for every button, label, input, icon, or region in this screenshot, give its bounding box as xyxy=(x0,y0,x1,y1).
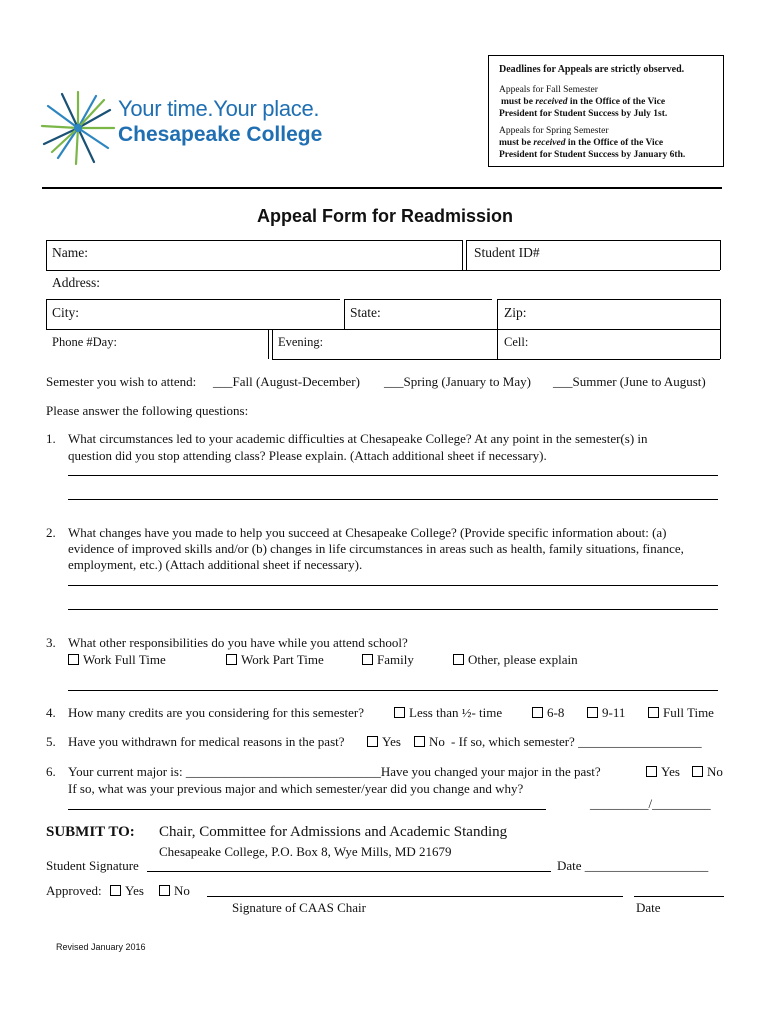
evening-label: Evening: xyxy=(278,335,324,349)
phone-day-label: Phone #Day: xyxy=(52,335,117,349)
deadline-heading: Deadlines for Appeals are strictly observed. xyxy=(499,64,685,75)
checkbox-icon[interactable] xyxy=(68,654,79,665)
grid-line xyxy=(466,240,467,270)
q4-text: How many credits are you considering for this semester? xyxy=(68,705,365,720)
spring-deadline-line1: must be received in the Office of the Vice xyxy=(499,138,664,148)
grid-line xyxy=(497,299,720,300)
fall-deadline-line2: President for Student Success by July 1st. xyxy=(499,109,668,119)
spring-deadline-label: Appeals for Spring Semester xyxy=(499,126,609,136)
fall-deadline-label: Appeals for Fall Semester xyxy=(499,85,598,95)
q3-answer-line[interactable] xyxy=(68,690,718,691)
q1-answer-line[interactable] xyxy=(68,475,718,476)
q4-opt-6-8[interactable]: 6-8 xyxy=(532,705,564,721)
city-label: City: xyxy=(52,305,80,320)
chair-signature-caption: Signature of CAAS Chair xyxy=(232,900,366,915)
spring-deadline-line2: President for Student Success by January 6th. xyxy=(499,150,686,160)
q3-line1: What other responsibilities do you have while you attend school? xyxy=(68,635,408,650)
q3-number: 3. xyxy=(46,635,56,650)
checkbox-icon[interactable] xyxy=(226,654,237,665)
q6-answer-line[interactable] xyxy=(68,809,546,810)
grid-line xyxy=(46,270,720,271)
q5-followup[interactable]: - If so, which semester? ___________________ xyxy=(451,734,702,749)
q6-line1[interactable]: Your current major is: ______________________________Have you changed your major in the past? xyxy=(68,764,601,779)
checkbox-icon[interactable] xyxy=(532,707,543,718)
q4-opt-less-than-half[interactable]: Less than ½- time xyxy=(394,705,502,721)
grid-line xyxy=(344,299,492,300)
q2-number: 2. xyxy=(46,525,56,540)
q2-line1: What changes have you made to help you succeed at Chesapeake College? (Provide specific information about: (a) xyxy=(68,525,667,540)
checkbox-icon[interactable] xyxy=(394,707,405,718)
signature-date[interactable]: Date ___________________ xyxy=(557,858,709,873)
grid-line xyxy=(720,240,721,270)
checkbox-icon[interactable] xyxy=(362,654,373,665)
submit-label: SUBMIT TO: xyxy=(46,824,135,840)
grid-line xyxy=(46,329,720,330)
q6-opt-yes[interactable]: Yes xyxy=(646,764,680,780)
q5-text: Have you withdrawn for medical reasons in the past? xyxy=(68,734,345,749)
grid-line xyxy=(466,240,720,241)
grid-line xyxy=(46,240,462,241)
grid-line xyxy=(462,240,463,270)
q3-opt-family[interactable]: Family xyxy=(362,652,414,668)
name-label: Name: xyxy=(52,245,88,260)
grid-line xyxy=(344,299,345,329)
q6-number: 6. xyxy=(46,764,56,779)
zip-label: Zip: xyxy=(504,305,527,320)
checkbox-icon[interactable] xyxy=(587,707,598,718)
q5-number: 5. xyxy=(46,734,56,749)
chair-date-line[interactable] xyxy=(634,896,724,897)
grid-line xyxy=(272,329,273,359)
grid-line xyxy=(272,359,720,360)
q2-line2: evidence of improved skills and/or (b) changes in life circumstances in areas such as health, family situations, finance, xyxy=(68,541,684,556)
q2-answer-line[interactable] xyxy=(68,585,718,586)
logo-college-name: Chesapeake College xyxy=(118,123,323,146)
cell-label: Cell: xyxy=(504,335,529,349)
form-title: Appeal Form for Readmission xyxy=(256,206,514,226)
q4-opt-full-time[interactable]: Full Time xyxy=(648,705,714,721)
semester-prompt: Semester you wish to attend: xyxy=(46,374,197,389)
approved-label: Approved: xyxy=(46,883,102,898)
student-signature-label: Student Signature xyxy=(46,858,139,873)
checkbox-icon[interactable] xyxy=(646,766,657,777)
checkbox-icon[interactable] xyxy=(414,736,425,747)
q6-line2: If so, what was your previous major and which semester/year did you change and why? xyxy=(68,781,524,796)
instructions: Please answer the following questions: xyxy=(46,403,249,418)
header-rule xyxy=(42,187,722,189)
grid-line xyxy=(46,299,340,300)
checkbox-icon[interactable] xyxy=(367,736,378,747)
q1-number: 1. xyxy=(46,431,56,446)
q6-opt-no[interactable]: No xyxy=(692,764,723,780)
q3-opt-work-full-time[interactable]: Work Full Time xyxy=(68,652,166,668)
q1-line1: What circumstances led to your academic difficulties at Chesapeake College? At any point in the semester(s) in xyxy=(68,431,648,446)
grid-line xyxy=(46,240,47,270)
semester-spring-option[interactable]: ___Spring (January to May) xyxy=(384,374,531,389)
checkbox-icon[interactable] xyxy=(648,707,659,718)
semester-fall-option[interactable]: ___Fall (August-December) xyxy=(213,374,360,389)
deadline-notice-box xyxy=(488,55,724,167)
revision-note: Revised January 2016 xyxy=(56,942,146,952)
checkbox-icon[interactable] xyxy=(692,766,703,777)
chair-signature-line[interactable] xyxy=(207,896,623,897)
logo-tagline: Your time.Your place. xyxy=(118,96,320,121)
q5-opt-yes[interactable]: Yes xyxy=(367,734,401,750)
checkbox-icon[interactable] xyxy=(453,654,464,665)
q3-opt-work-part-time[interactable]: Work Part Time xyxy=(226,652,324,668)
student-signature-line[interactable] xyxy=(147,871,551,872)
q2-answer-line[interactable] xyxy=(68,609,718,610)
checkbox-icon[interactable] xyxy=(159,885,170,896)
grid-line xyxy=(268,329,269,359)
grid-line xyxy=(720,299,721,359)
fall-deadline-line1: must be received in the Office of the Vice xyxy=(501,97,666,107)
q3-opt-other[interactable]: Other, please explain xyxy=(453,652,578,668)
state-label: State: xyxy=(350,305,381,320)
grid-line xyxy=(46,299,47,329)
submit-line1: Chair, Committee for Admissions and Academic Standing xyxy=(159,824,508,840)
q1-line2: question did you stop attending class? Please explain. (Attach additional sheet if necessary). xyxy=(68,448,547,463)
address-label: Address: xyxy=(52,275,100,290)
q2-line3: employment, etc.) (Attach additional sheet if necessary). xyxy=(68,557,363,572)
q6-date-blank[interactable]: _________/_________ xyxy=(590,796,711,811)
approved-yes[interactable]: Yes xyxy=(110,883,144,899)
student-id-label: Student ID# xyxy=(474,245,540,260)
q5-opt-no[interactable]: No xyxy=(414,734,445,750)
semester-summer-option[interactable]: ___Summer (June to August) xyxy=(553,374,706,389)
q4-opt-9-11[interactable]: 9-11 xyxy=(587,705,625,721)
checkbox-icon[interactable] xyxy=(110,885,121,896)
q4-number: 4. xyxy=(46,705,56,720)
chair-date-caption: Date xyxy=(636,900,661,915)
q1-answer-line[interactable] xyxy=(68,499,718,500)
chesapeake-college-logo xyxy=(38,88,118,168)
submit-line2: Chesapeake College, P.O. Box 8, Wye Mills, MD 21679 xyxy=(159,844,452,859)
approved-no[interactable]: No xyxy=(159,883,190,899)
